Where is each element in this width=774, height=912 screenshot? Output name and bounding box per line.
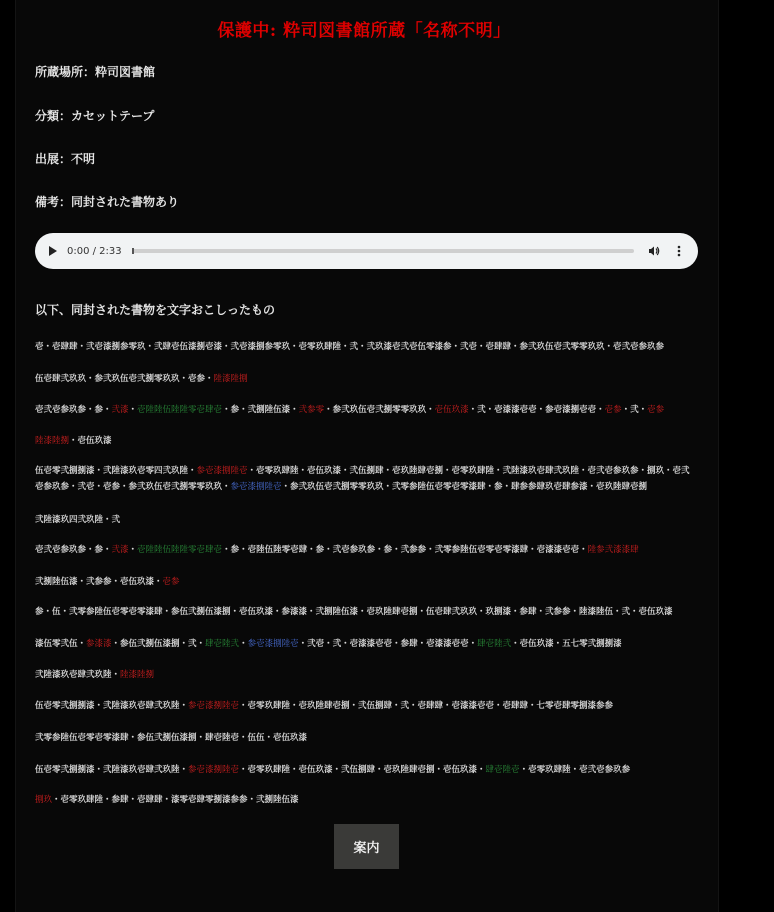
transcript-segment: 陸漆陸捌 — [213, 374, 248, 384]
transcript-line — [35, 433, 697, 449]
audio-player — [35, 233, 698, 269]
transcript-segment: ・壱零玖肆陸・壱弐壱参玖参 — [519, 765, 631, 775]
transcript-line — [35, 402, 697, 418]
transcript-segment: 弐零参陸伍壱零壱零漆肆・参伍弐捌伍漆捌・肆壱陸壱・伍伍・壱伍玖漆 — [35, 733, 308, 743]
transcript-segment: 漆伍零弐伍・ — [35, 639, 87, 649]
transcript-segment: 壱参 — [604, 405, 622, 415]
volume-icon[interactable] — [648, 245, 660, 257]
transcript-segment: ・ — [128, 545, 138, 555]
transcript-line — [35, 792, 697, 808]
audio-progress-thumb[interactable] — [132, 248, 134, 254]
transcript-segment: 伍壱零弐捌捌漆・弐陸漆玖壱肆弐玖陸・ — [35, 701, 189, 711]
transcript-segment: 弐漆 — [111, 545, 129, 555]
transcript-segment: ・弐・ — [621, 405, 648, 415]
transcript-segment: 肆壱陸弐 — [477, 639, 512, 649]
transcript-line — [35, 463, 697, 495]
transcript-line — [35, 512, 697, 528]
transcript-segment: 壱弐壱参玖参・参・ — [35, 405, 112, 415]
transcript-line — [35, 636, 697, 652]
transcript-segment: 肆壱陸壱 — [485, 765, 520, 775]
transcript-segment: 陸参弐漆漆肆 — [587, 545, 639, 555]
transcript-segment: 伍壱零弐捌捌漆・弐陸漆玖壱零四弐玖陸・ — [35, 466, 197, 476]
transcript-segment: ・壱零玖肆陸・壱伍玖漆・弐伍捌肆・壱玖陸肆壱捌・壱伍玖漆・ — [239, 765, 486, 775]
transcript-segment: ・壱伍玖漆 — [69, 436, 112, 446]
audio-time: 0:00 / 2:33 — [67, 245, 122, 257]
transcript-line — [35, 762, 697, 778]
transcript-segment: 壱・壱肆肆・弐壱漆捌参零玖・弐肆壱伍漆捌壱漆・弐壱漆捌参零玖・壱零玖肆陸・弐・弐玖漆壱弐壱伍零漆参・弐壱・壱肆肆・参弐玖伍壱弐零零玖玖・壱弐壱参玖参 — [35, 342, 665, 352]
page-title: 保護中: 粋司図書館所蔵「名称不明」 — [217, 21, 511, 41]
transcript-line — [35, 604, 697, 620]
transcript-segment: 参漆漆 — [86, 639, 112, 649]
transcript-segment: ・壱零玖肆陸・壱玖陸肆壱捌・弐伍捌肆・弐・壱肆肆・壱漆漆壱壱・壱肆肆・七零壱肆零捌漆参参 — [239, 701, 614, 711]
more-options-icon[interactable] — [672, 244, 686, 258]
transcript-segment: ・参伍弐捌伍漆捌・弐・ — [111, 639, 206, 649]
transcript-segment: ・ — [128, 405, 138, 415]
transcript-segment: 壱参 — [162, 577, 180, 587]
meta-note: 備考：同封された書物あり — [35, 195, 180, 209]
audio-progress-bar[interactable] — [132, 249, 634, 253]
transcript-segment: 参壱漆捌陸壱 — [247, 639, 299, 649]
transcript-segment: ・壱零玖肆陸・壱伍玖漆・弐伍捌肆・壱玖陸肆壱捌・壱零玖肆陸・弐陸漆玖壱肆弐玖陸・壱弐壱参玖参・捌玖・壱弐壱参玖参・弐壱・壱参・参弐玖伍壱弐捌零零玖玖・ — [35, 466, 690, 492]
transcript-line — [35, 698, 697, 714]
transcript-segment: 弐漆 — [111, 405, 129, 415]
transcript-segment: ・壱伍玖漆・五七零弐捌捌漆 — [511, 639, 622, 649]
transcript-segment: 壱参 — [647, 405, 665, 415]
transcript-line — [35, 730, 697, 746]
transcript-line — [35, 542, 697, 558]
transcript-segment: 伍壱肆弐玖玖・参弐玖伍壱弐捌零玖玖・壱参・ — [35, 374, 214, 384]
meta-category: 分類：カセットテープ — [35, 109, 155, 123]
transcript-line — [35, 339, 697, 355]
transcript-segment: 弐陸漆玖四弐玖陸・弐 — [35, 515, 121, 525]
transcript-segment: 参壱漆捌陸壱 — [230, 482, 282, 492]
play-icon[interactable] — [49, 246, 57, 256]
transcript-segment: 参壱漆捌陸壱 — [196, 466, 248, 476]
transcript-line — [35, 667, 697, 683]
transcript-segment: 壱陸陸伍陸陸零壱肆壱 — [137, 545, 223, 555]
transcript-segment: ・壱零玖肆陸・参肆・壱肆肆・漆零壱肆零捌漆参参・弐捌陸伍漆 — [52, 795, 299, 805]
transcript-segment: 弐陸漆玖壱肆弐玖陸・ — [35, 670, 121, 680]
transcript-segment: 参壱漆捌陸壱 — [188, 765, 240, 775]
meta-source: 出展：不明 — [35, 152, 96, 166]
transcript-segment: ・参・弐捌陸伍漆・ — [222, 405, 299, 415]
transcript-segment: ・弐・壱漆漆壱壱・参壱漆捌壱壱・ — [468, 405, 605, 415]
transcript-segment: 伍壱零弐捌捌漆・弐陸漆玖壱肆弐玖陸・ — [35, 765, 189, 775]
transcript-line — [35, 371, 697, 387]
transcript-segment: 参壱漆捌陸壱 — [188, 701, 240, 711]
transcript-segment: 捌玖 — [35, 795, 53, 805]
transcript-segment: 壱弐壱参玖参・参・ — [35, 545, 112, 555]
transcript-heading: 以下、同封された書物を文字おこしったもの — [35, 303, 276, 317]
transcript-segment: ・弐壱・弐・壱漆漆壱壱・参肆・壱漆漆壱壱・ — [298, 639, 478, 649]
transcript-segment: ・参・壱陸伍陸零壱肆・参・弐壱参玖参・参・弐参参・弐零参陸伍壱零壱零漆肆・壱漆漆壱壱・ — [222, 545, 588, 555]
transcript-segment: ・ — [239, 639, 248, 649]
transcript-segment: 肆壱陸弐 — [205, 639, 240, 649]
transcript-segment: ・参弐玖伍壱弐捌零零玖玖・弐零参陸伍壱零壱零漆肆・参・肆参参肆玖壱肆参漆・壱玖陸肆壱捌 — [281, 482, 648, 492]
transcript-line — [35, 574, 697, 590]
guide-button[interactable]: 案内 — [334, 824, 399, 869]
transcript-segment: 壱伍玖漆 — [434, 405, 469, 415]
transcript-segment: 参・伍・弐零参陸伍壱零壱零漆肆・参伍弐捌伍漆捌・壱伍玖漆・参漆漆・弐捌陸伍漆・壱玖陸肆壱捌・伍壱肆弐玖玖・玖捌漆・参肆・弐参参・陸漆陸伍・弐・壱伍玖漆 — [35, 607, 673, 617]
transcript-segment: 陸漆陸捌 — [35, 436, 70, 446]
transcript-segment: 弐捌陸伍漆・弐参参・壱伍玖漆・ — [35, 577, 163, 587]
transcript-segment: 陸漆陸捌 — [120, 670, 155, 680]
transcript-segment: 壱陸陸伍陸陸零壱肆壱 — [137, 405, 223, 415]
transcript-segment: ・参弐玖伍壱弐捌零零玖玖・ — [324, 405, 435, 415]
transcript-segment: 弐参零 — [298, 405, 325, 415]
meta-location: 所蔵場所：粋司図書館 — [35, 65, 156, 79]
